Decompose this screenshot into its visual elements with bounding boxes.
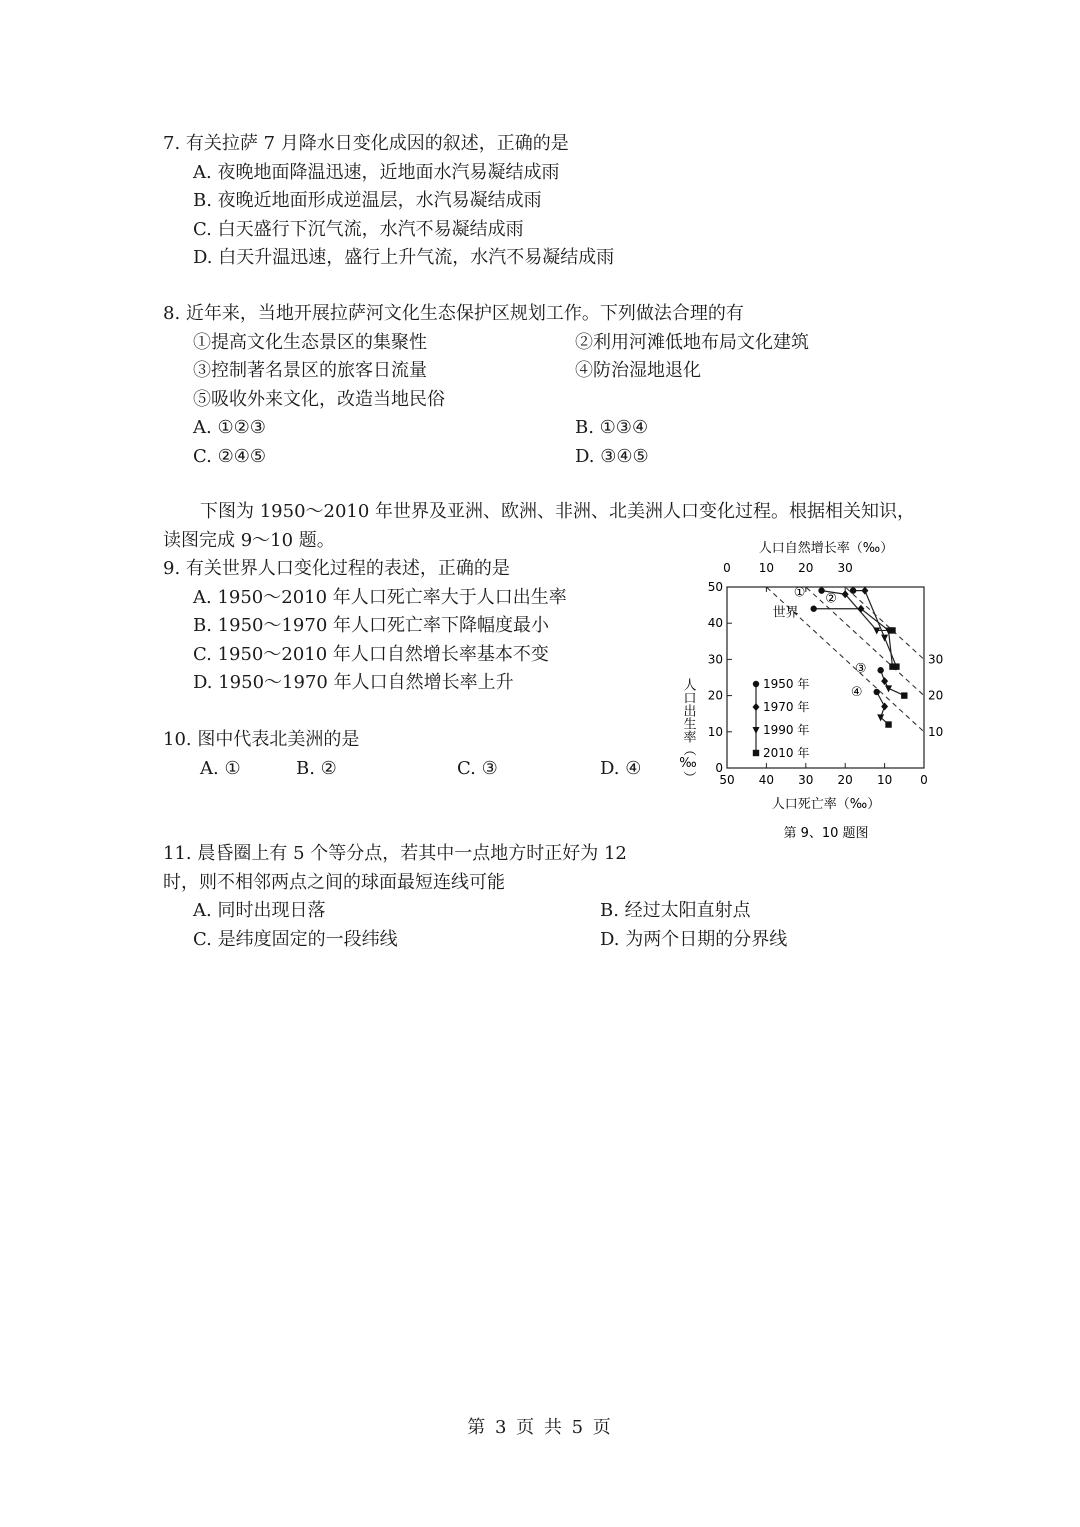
question-9-option-b: B. 1950～1970 年人口死亡率下降幅度最小	[193, 615, 550, 636]
series-label: ①	[793, 585, 806, 601]
question-7-stem: 7. 有关拉萨 7 月降水日变化成因的叙述，正确的是	[163, 133, 569, 154]
data-point	[901, 692, 907, 698]
data-point	[810, 606, 816, 612]
data-point	[893, 663, 899, 669]
legend-label: 2010 年	[763, 746, 810, 760]
legend-label: 1950 年	[763, 677, 810, 691]
intro-line-2: 读图完成 9～10 题。	[163, 529, 335, 551]
data-point	[850, 587, 856, 593]
question-7-option-b: B. 夜晚近地面形成逆温层，水汽易凝结成雨	[193, 190, 542, 211]
legend-label: 1990 年	[763, 723, 810, 737]
population-chart	[676, 538, 946, 848]
data-point	[881, 635, 888, 642]
growth-line-label: 10	[928, 724, 944, 739]
x-tick-label: 10	[876, 773, 893, 787]
question-8-option-a: A. ①②③	[193, 417, 266, 438]
legend-label: 1970 年	[763, 700, 810, 714]
question-11-option-b: B. 经过太阳直射点	[600, 900, 751, 921]
legend-marker	[753, 727, 760, 734]
data-point	[874, 689, 880, 695]
top-tick-label: 30	[837, 561, 853, 575]
y-tick-label: 50	[707, 580, 723, 594]
x-tick-label: 50	[719, 773, 735, 787]
data-point	[881, 677, 888, 685]
question-8-item-3: ③控制著名景区的旅客日流量	[193, 360, 427, 381]
question-10-stem: 10. 图中代表北美洲的是	[163, 729, 360, 750]
series-label: ③	[854, 661, 867, 677]
y-tick-label: 40	[707, 616, 723, 631]
question-10-option-d: D. ④	[600, 757, 642, 779]
question-8-item-2: ②利用河滩低地布局文化建筑	[575, 331, 809, 353]
data-point	[881, 702, 888, 710]
top-tick-label: 0	[723, 561, 731, 575]
question-8-option-d: D. ③④⑤	[575, 445, 649, 467]
y-tick-label: 20	[707, 688, 723, 703]
question-8-option-c: C. ②④⑤	[193, 445, 266, 467]
question-7-option-d: D. 白天升温迅速，盛行上升气流，水汽不易凝结成雨	[193, 247, 615, 268]
growth-line-label: 20	[928, 688, 944, 703]
question-11-stem-line-2: 时，则不相邻两点之间的球面最短连线可能	[163, 871, 505, 893]
top-tick-label: 10	[758, 561, 775, 575]
x-axis-label: 人口死亡率（‰）	[771, 797, 881, 812]
data-point	[877, 667, 883, 673]
question-10-option-c: C. ③	[457, 757, 498, 779]
question-8	[163, 300, 809, 471]
question-9-option-c: C. 1950～2010 年人口自然增长率基本不变	[193, 643, 549, 665]
top-axis-label: 人口自然增长率（‰）	[758, 541, 894, 556]
question-7-option-a: A. 夜晚地面降温迅速，近地面水汽易凝结成雨	[193, 161, 560, 183]
legend-marker	[753, 703, 760, 711]
question-7-option-c: C. 白天盛行下沉气流，水汽不易凝结成雨	[193, 218, 524, 240]
question-9-option-a: A. 1950～2010 年人口死亡率大于人口出生率	[193, 586, 567, 608]
question-10-option-b: B. ②	[296, 757, 337, 779]
data-point	[861, 587, 868, 595]
growth-line-label: 30	[928, 652, 944, 667]
growth-rate-line	[727, 538, 924, 696]
page-footer: 第 3 页 共 5 页	[467, 1417, 613, 1438]
x-tick-label: 30	[798, 773, 814, 787]
question-8-stem: 8. 近年来，当地开展拉萨河文化生态保护区规划工作。下列做法合理的有	[163, 303, 744, 324]
question-11-stem-line-1: 11. 晨昏圈上有 5 个等分点，若其中一点地方时正好为 12	[163, 843, 627, 864]
legend-marker	[753, 681, 759, 687]
series-line	[814, 609, 893, 667]
question-10-option-a: A. ①	[200, 757, 241, 779]
data-point	[885, 721, 891, 727]
series-label: ④	[850, 684, 863, 700]
y-tick-label: 30	[707, 652, 723, 667]
question-10	[163, 726, 663, 783]
y-tick-label: 10	[707, 724, 723, 739]
question-11-option-d: D. 为两个日期的分界线	[600, 928, 788, 950]
y-tick-label: 0	[715, 761, 723, 775]
question-9-option-d: D. 1950～1970 年人口自然增长率上升	[193, 672, 514, 693]
question-9	[163, 555, 567, 698]
x-tick-label: 40	[758, 773, 775, 787]
question-11	[163, 840, 788, 954]
data-point	[818, 587, 824, 593]
question-7	[163, 130, 614, 273]
legend-marker	[753, 750, 759, 756]
question-8-item-1: ①提高文化生态景区的集聚性	[193, 331, 427, 353]
question-9-stem: 9. 有关世界人口变化过程的表述，正确的是	[163, 558, 510, 579]
intro-line-1: 下图为 1950～2010 年世界及亚洲、欧洲、非洲、北美洲人口变化过程。根据相关知识，	[200, 501, 916, 522]
figure-caption: 第 9、10 题图	[783, 826, 869, 841]
data-point	[857, 605, 864, 613]
question-11-option-c: C. 是纬度固定的一段纬线	[193, 928, 398, 950]
question-8-item-4: ④防治湿地退化	[575, 360, 701, 381]
x-tick-label: 20	[837, 773, 853, 787]
series-label: 世界	[772, 605, 799, 621]
question-8-item-5: ⑤吸收外来文化，改造当地民俗	[193, 388, 445, 410]
top-tick-label: 20	[798, 561, 814, 575]
y-axis-label: 人口出生率（‰）	[680, 678, 696, 784]
question-11-option-a: A. 同时出现日落	[193, 900, 326, 921]
question-8-option-b: B. ①③④	[575, 417, 649, 438]
series-label: ②	[825, 591, 837, 607]
x-tick-label: 0	[920, 773, 928, 787]
